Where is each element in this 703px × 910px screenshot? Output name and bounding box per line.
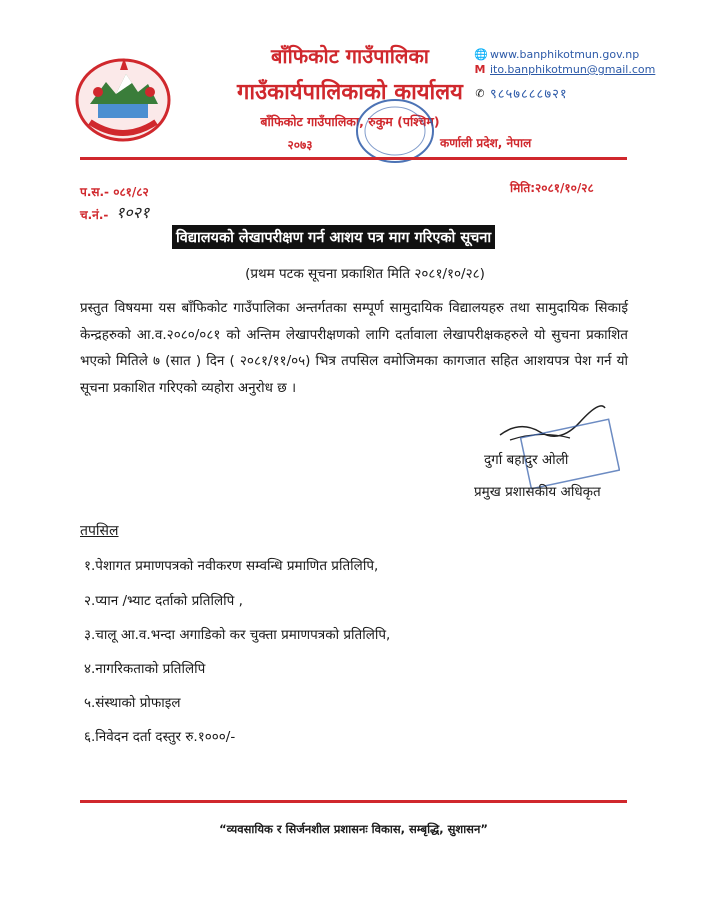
signatory-title: प्रमुख प्रशासकीय अधिकृत [474,484,601,500]
header-divider [80,157,627,160]
phone-contact [474,84,568,102]
province-label: कर्णाली प्रदेश, नेपाल [440,136,532,150]
office-name: गाउँकार्यपालिकाको कार्यालय [237,80,463,105]
dispatch-number: १०२१ [116,203,150,222]
nepal-emblem-logo [68,52,178,147]
gmail-icon: M [474,63,486,76]
annex-item: ६.निवेदन दर्ता दस्तुर रु.१०००/- [84,729,236,745]
annex-item: ५.संस्थाको प्रोफाइल [84,695,181,711]
website-text[interactable]: www.banphikotmun.gov.np [490,48,640,61]
annex-item: १.पेशागत प्रमाणपत्रको नवीकरण सम्वन्धि प्रमाणित प्रतिलिपि, [84,558,379,574]
annex-item: ४.नागरिकताको प्रतिलिपि [84,661,206,677]
email-text[interactable]: ito.banphikotmun@gmail.com [490,63,656,76]
website-contact [474,48,639,61]
org-name: बाँफिकोट गाउँपालिका [270,44,429,68]
established-year: २०७३ [287,138,313,152]
globe-icon: 🌐 [474,48,488,61]
office-address: बाँफिकोट गाउँपालिका, रुकुम (पश्चिम) [260,114,440,129]
signatory-name: दुर्गा बहादुर ओली [484,452,569,468]
notice-body: प्रस्तुत विषयमा यस बाँफिकोट गाउँपालिका अन्तर्गतका सम्पूर्ण सामुदायिक विद्यालयहरु तथा सामुदायिक सिकाई केन्द्रहरुको आ.व.२०८०/०८१ को अन्तिम लेखापरीक्षणको लागि दर्तावाला लेखापरीक्षकहरुले यो सुचना प्रकाशित भएको मितिले ७ (सात ) दिन ( २०८१/११/०५) भित्र तपसिल वमोजिमका कागजात सहित आशयपत्र पेश गर्न यो सूचना प्रकाशित गरिएको व्यहोरा अनुरोध छ । [80,300,628,396]
office-stamp [354,96,436,166]
footer-divider [80,800,627,803]
publication-date: (प्रथम पटक सूचना प्रकाशित मिति २०८१/१०/२८) [245,266,485,282]
notice-subject: विद्यालयको लेखापरीक्षण गर्न आशय पत्र माग गरिएको सूचना [172,225,495,249]
dispatch-label: च.नं.- [80,208,109,222]
annex-item: ३.चालू आ.व.भन्दा अगाडिको कर चुक्ता प्रमाणपत्रको प्रतिलिपि, [84,627,391,643]
reference-number: प.स.- ०८१/८२ [80,185,149,199]
annex-heading: तपसिल [80,523,119,539]
signature-stamp [470,400,620,495]
email-contact [474,63,655,76]
footer-motto: “व्यवसायिक र सिर्जनशील प्रशासनः विकास, सम्बृद्धि, सुशासन” [219,822,488,836]
annex-item: २.प्यान /भ्याट दर्ताको प्रतिलिपि , [84,593,243,609]
phone-icon: ✆ [475,86,485,100]
phone-text: ९८५७८८८७२१ [490,87,568,102]
notice-date: मिति:२०८१/१०/२८ [510,181,594,195]
